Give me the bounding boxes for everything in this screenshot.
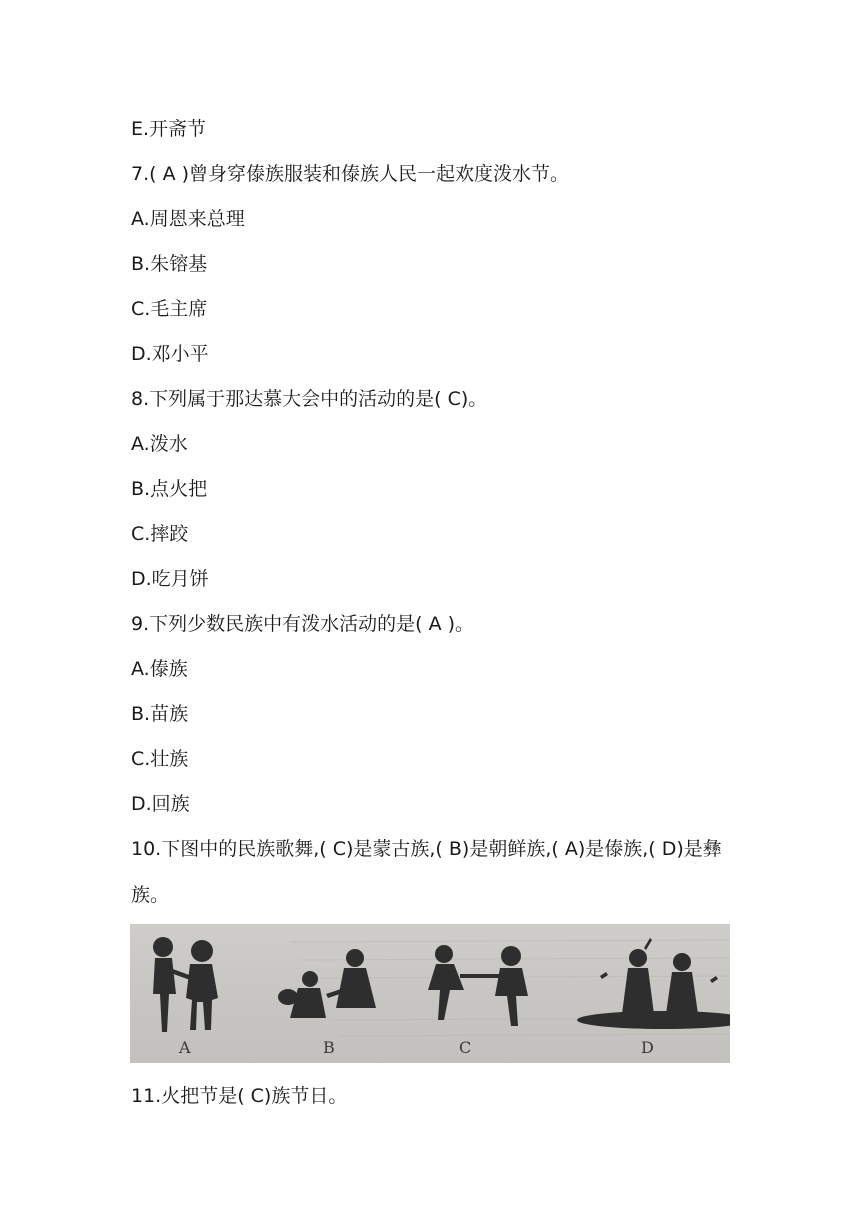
question-11-text: 11.火把节是( C)族节日。: [131, 1085, 348, 1107]
q9-option-d: D.回族: [131, 793, 190, 815]
q8-option-b: B.点火把: [131, 478, 208, 500]
q9-option-a: A.傣族: [131, 658, 188, 680]
q9-option-c: C.壮族: [131, 748, 189, 770]
option-e-text: E.开斋节: [131, 118, 207, 140]
figure-label-b: B: [323, 1038, 335, 1057]
question-7-text: 7.( A )曾身穿傣族服装和傣族人民一起欢度泼水节。: [131, 163, 570, 185]
question-10-text: 10.下图中的民族歌舞,( C)是蒙古族,( B)是朝鲜族,( A)是傣族,( D)是彝族。: [131, 838, 722, 906]
q7-option-c: C.毛主席: [131, 298, 208, 320]
figure-label-d: D: [641, 1038, 654, 1057]
q8-option-c: C.摔跤: [131, 523, 189, 545]
figure-label-c: C: [459, 1038, 472, 1057]
question-9-text: 9.下列少数民族中有泼水活动的是( A )。: [131, 613, 475, 635]
q8-option-a: A.泼水: [131, 433, 188, 455]
ethnic-dance-figure: [130, 924, 730, 1063]
q7-option-d: D.邓小平: [131, 343, 209, 365]
dance-silhouettes-image: [130, 924, 730, 1063]
q9-option-b: B.苗族: [131, 703, 189, 725]
figure-label-a: A: [179, 1038, 191, 1057]
q7-option-b: B.朱镕基: [131, 253, 208, 275]
question-8-text: 8.下列属于那达慕大会中的活动的是( C)。: [131, 388, 488, 410]
q7-option-a: A.周恩来总理: [131, 208, 245, 230]
q8-option-d: D.吃月饼: [131, 568, 209, 590]
